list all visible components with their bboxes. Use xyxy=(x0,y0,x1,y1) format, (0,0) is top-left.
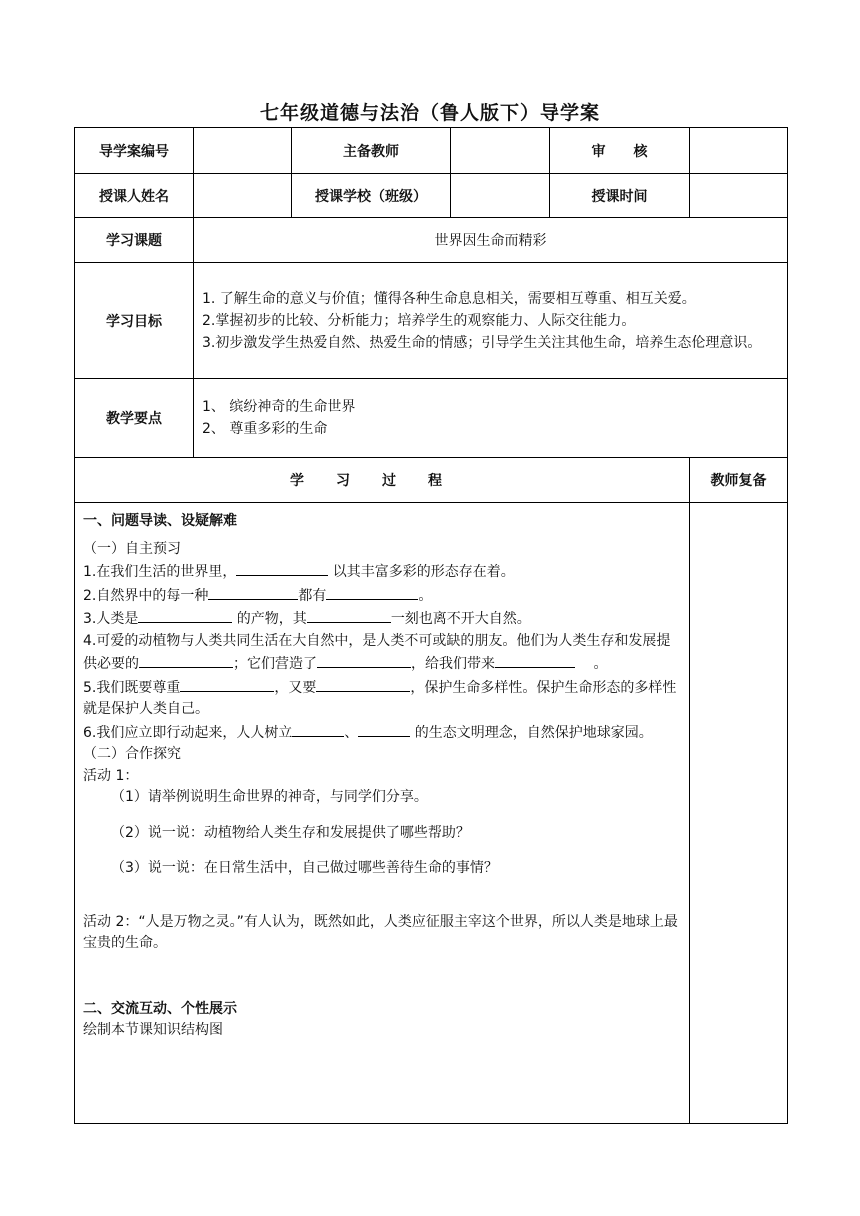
question-3: 3.人类是 的产物，其 一刻也离不开大自然。 xyxy=(83,607,681,631)
answer-blank[interactable] xyxy=(326,584,418,600)
goal-item: 2.掌握初步的比较、分析能力；培养学生的观察能力、人际交往能力。 xyxy=(202,312,636,329)
answer-blank[interactable] xyxy=(495,652,575,668)
draw-instruction: 绘制本节课知识结构图 xyxy=(83,1022,223,1038)
process-header-row xyxy=(75,458,788,503)
answer-blank[interactable] xyxy=(292,721,344,737)
review-value[interactable] xyxy=(690,128,788,174)
key-points-content xyxy=(194,379,788,458)
goal-item: 3.初步激发学生热爱自然、热爱生命的情感；引导学生关注其他生命，培养生态伦理意识。 xyxy=(202,334,762,351)
plan-number-label: 导学案编号 xyxy=(75,128,194,174)
key-points-label: 教学要点 xyxy=(75,379,194,458)
question-4: 4.可爱的动植物与人类共同生活在大自然中，是人类不可或缺的朋友。他们为人类生存和发展提供必要的 ；它们营造了 ，给我们带来 。 xyxy=(83,632,671,672)
teacher-review-header: 教师复备 xyxy=(690,458,788,503)
teacher-review-column[interactable] xyxy=(690,503,788,1124)
answer-blank[interactable] xyxy=(236,560,328,576)
school-class-value[interactable] xyxy=(451,174,550,218)
section-heading: 一、问题导读、设疑解难 xyxy=(83,513,237,529)
answer-blank[interactable] xyxy=(358,721,410,737)
teacher-name-value[interactable] xyxy=(194,174,292,218)
goals-row xyxy=(75,263,788,379)
topic-value: 世界因生命而精彩 xyxy=(194,218,788,263)
goals-content xyxy=(194,263,788,379)
page-title: 七年级道德与法治（鲁人版下）导学案 xyxy=(259,102,600,124)
topic-row xyxy=(75,218,788,263)
question-5: 5.我们既要尊重 ，又要 ，保护生命多样性。保护生命形态的多样性就是保护人类自己。 xyxy=(83,676,681,721)
process-content xyxy=(75,503,690,1124)
answer-blank[interactable] xyxy=(180,676,274,692)
answer-blank[interactable] xyxy=(316,676,410,692)
review-label: 审 核 xyxy=(550,128,690,174)
answer-blank[interactable] xyxy=(208,584,298,600)
key-points-row xyxy=(75,379,788,458)
activity-label: 活动 1： xyxy=(83,767,139,784)
topic-label: 学习课题 xyxy=(75,218,194,263)
lead-teacher-value[interactable] xyxy=(451,128,550,174)
answer-blank[interactable] xyxy=(138,607,232,623)
answer-blank[interactable] xyxy=(317,652,411,668)
activity-question: （1）请举例说明生命世界的神奇，与同学们分享。 xyxy=(111,789,428,805)
question-6: 6.我们应立即行动起来，人人树立 、 的生态文明理念，自然保护地球家园。 xyxy=(83,721,681,745)
teacher-name-label: 授课人姓名 xyxy=(75,174,194,218)
goal-item: 1. 了解生命的意义与价值；懂得各种生命息息相关，需要相互尊重、相互关爱。 xyxy=(202,290,696,307)
sub-heading: （一）自主预习 xyxy=(83,540,181,557)
goals-label: 学习目标 xyxy=(75,263,194,379)
header-row-1 xyxy=(75,128,788,174)
key-point-item: 1、 缤纷神奇的生命世界 xyxy=(202,399,356,415)
header-row-2 xyxy=(75,174,788,218)
question-2: 2.自然界中的每一种 都有 。 xyxy=(83,584,681,608)
lesson-time-label: 授课时间 xyxy=(550,174,690,218)
lesson-time-value[interactable] xyxy=(690,174,788,218)
school-class-label: 授课学校（班级） xyxy=(292,174,451,218)
answer-blank[interactable] xyxy=(307,607,391,623)
lead-teacher-label: 主备教师 xyxy=(292,128,451,174)
answer-blank[interactable] xyxy=(139,652,233,668)
plan-number-value[interactable] xyxy=(194,128,292,174)
key-point-item: 2、 尊重多彩的生命 xyxy=(202,421,328,437)
section-heading: 二、交流互动、个性展示 xyxy=(83,1000,237,1017)
activity-2: 活动 2：“人是万物之灵。”有人认为，既然如此，人类应征服主宰这个世界，所以人类是地球上最宝贵的生命。 xyxy=(83,913,678,951)
activity-question: （2）说一说：动植物给人类生存和发展提供了哪些帮助？ xyxy=(111,824,470,841)
lesson-plan-table xyxy=(74,127,788,1124)
question-1: 1.在我们生活的世界里， 以其丰富多彩的形态存在着。 xyxy=(83,560,681,584)
process-header: 学习过程 xyxy=(75,458,690,503)
sub-heading: （二）合作探究 xyxy=(83,746,181,762)
process-body-row xyxy=(75,503,788,1124)
activity-question: （3）说一说：在日常生活中，自己做过哪些善待生命的事情？ xyxy=(111,860,498,876)
